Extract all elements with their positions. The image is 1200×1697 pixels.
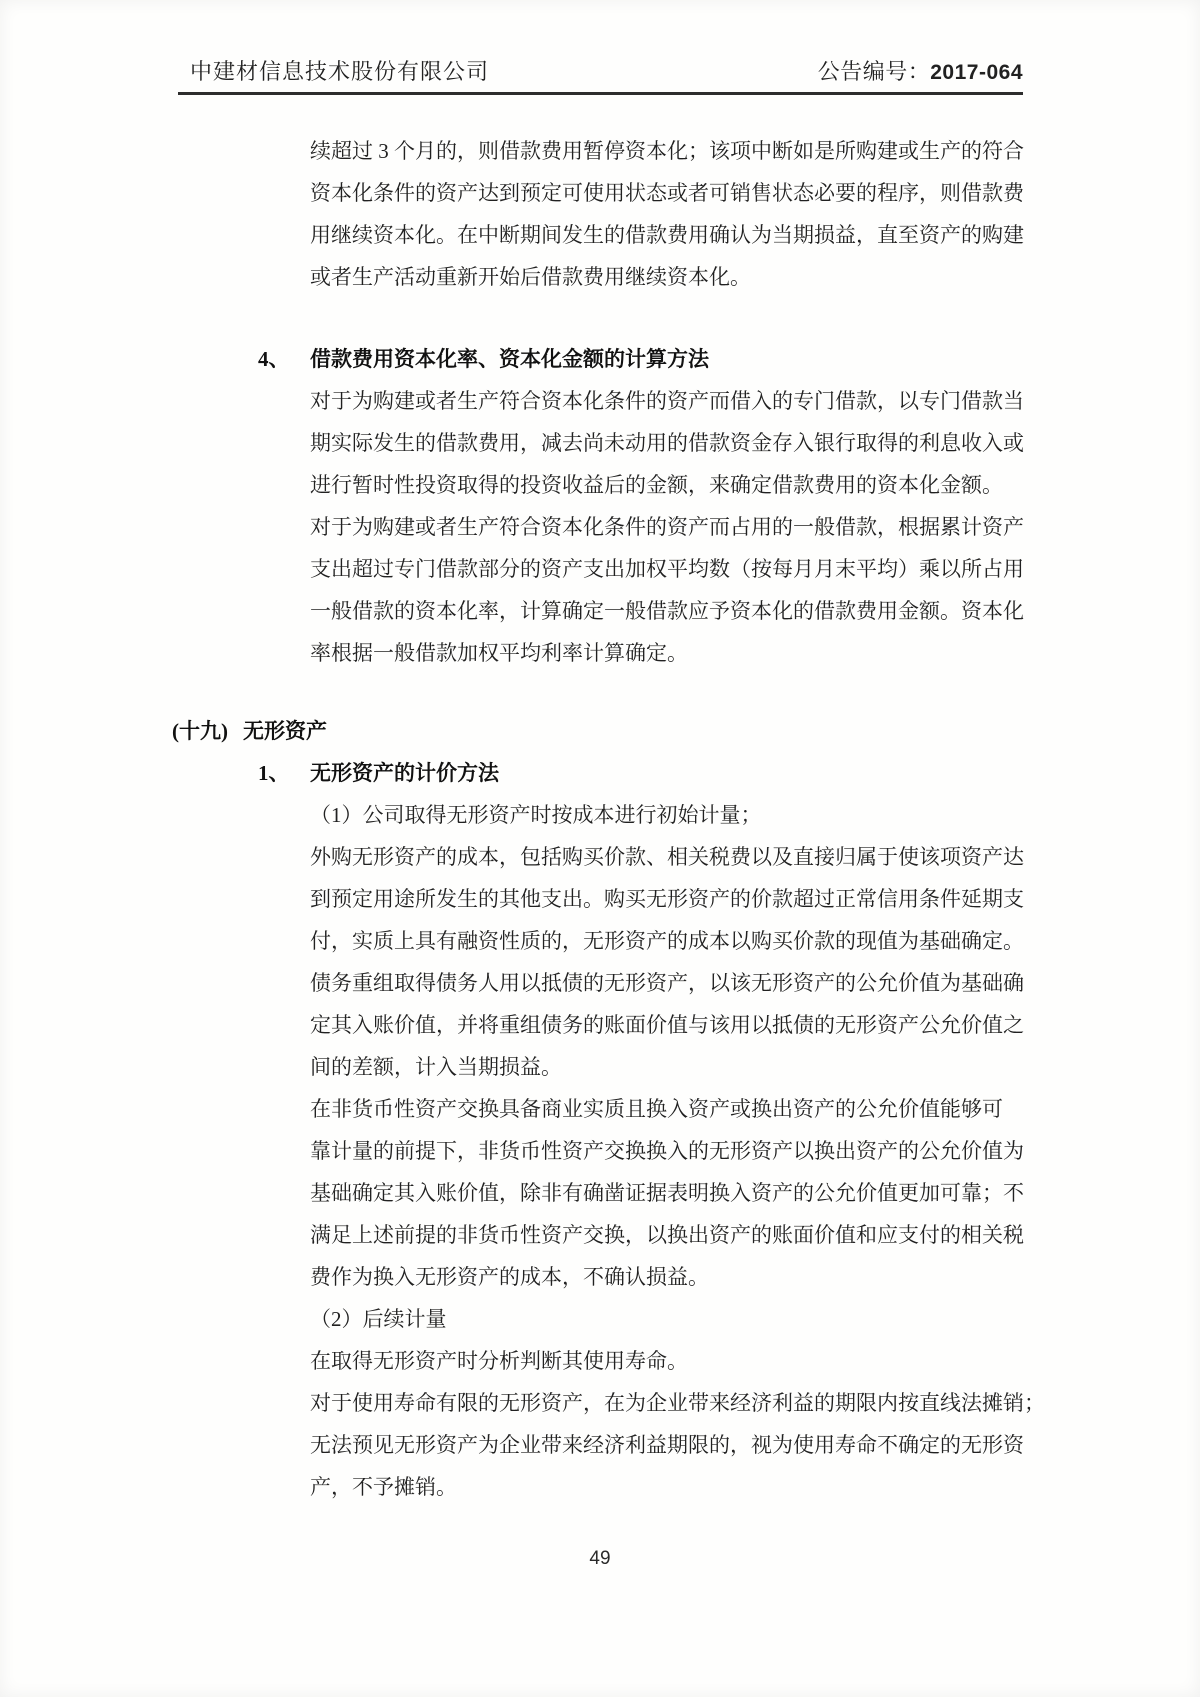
text-line: 一般借款的资本化率，计算确定一般借款应予资本化的借款费用金额。资本化 <box>310 599 1024 623</box>
text-line: 基础确定其入账价值，除非有确凿证据表明换入资产的公允价值更加可靠；不 <box>310 1181 1024 1205</box>
text-line: 在非货币性资产交换具备商业实质且换入资产或换出资产的公允价值能够可 <box>310 1097 1003 1121</box>
text-line: 对于为购建或者生产符合资本化条件的资产而借入的专门借款，以专门借款当 <box>310 389 1024 413</box>
text-line: 定其入账价值，并将重组债务的账面价值与该用以抵债的无形资产公允价值之 <box>310 1013 1024 1037</box>
text-line: 无法预见无形资产为企业带来经济利益期限的，视为使用寿命不确定的无形资 <box>310 1433 1024 1457</box>
text-line: 续超过 3 个月的，则借款费用暂停资本化；该项中断如是所购建或生产的符合 <box>310 139 1024 163</box>
text-line: 在取得无形资产时分析判断其使用寿命。 <box>310 1349 688 1373</box>
text-line: 间的差额，计入当期损益。 <box>310 1055 562 1079</box>
page-header <box>190 58 1023 87</box>
company-name: 中建材信息技术股份有限公司 <box>190 59 490 84</box>
text-line: 到预定用途所发生的其他支出。购买无形资产的价款超过正常信用条件延期支 <box>310 887 1024 911</box>
announcement-number-value: 2017-064 <box>930 61 1023 84</box>
text-line: 费作为换入无形资产的成本，不确认损益。 <box>310 1265 709 1289</box>
text-line: （2）后续计量 <box>310 1307 447 1331</box>
section4-paragraph <box>310 380 1024 674</box>
header-rule <box>178 92 1023 95</box>
text-line: （1）公司取得无形资产时按成本进行初始计量； <box>310 803 762 827</box>
intro-paragraph <box>310 130 1024 298</box>
text-line: 付，实质上具有融资性质的，无形资产的成本以购买价款的现值为基础确定。 <box>310 929 1024 953</box>
section4-number: 4、 <box>258 347 290 371</box>
section19-sub1-paragraph <box>310 794 1045 1508</box>
text-line: 进行暂时性投资取得的投资收益后的金额，来确定借款费用的资本化金额。 <box>310 473 1003 497</box>
section4-title: 借款费用资本化率、资本化金额的计算方法 <box>310 347 709 371</box>
section19-sub1-number: 1、 <box>258 761 290 785</box>
section19-number: (十九) <box>172 719 228 743</box>
text-line: 对于为购建或者生产符合资本化条件的资产而占用的一般借款，根据累计资产 <box>310 515 1024 539</box>
text-line: 对于使用寿命有限的无形资产，在为企业带来经济利益的期限内按直线法摊销； <box>310 1391 1045 1415</box>
text-line: 产，不予摊销。 <box>310 1475 457 1499</box>
text-line: 支出超过专门借款部分的资产支出加权平均数（按每月月末平均）乘以所占用 <box>310 557 1024 581</box>
announcement-number <box>818 58 1023 87</box>
section19-heading <box>172 710 1200 752</box>
text-line: 或者生产活动重新开始后借款费用继续资本化。 <box>310 265 751 289</box>
announcement-number-label: 公告编号： <box>817 59 931 84</box>
text-line: 满足上述前提的非货币性资产交换，以换出资产的账面价值和应支付的相关税 <box>310 1223 1024 1247</box>
text-line: 期实际发生的借款费用，减去尚未动用的借款资金存入银行取得的利息收入或 <box>310 431 1024 455</box>
section19-title: 无形资产 <box>243 719 327 743</box>
section4-heading <box>258 338 1200 380</box>
section19-sub1-heading <box>258 752 1200 794</box>
section19-sub1-title: 无形资产的计价方法 <box>310 761 499 785</box>
text-line: 靠计量的前提下，非货币性资产交换换入的无形资产以换出资产的公允价值为 <box>310 1139 1024 1163</box>
text-line: 率根据一般借款加权平均利率计算确定。 <box>310 641 688 665</box>
text-line: 用继续资本化。在中断期间发生的借款费用确认为当期损益，直至资产的购建 <box>310 223 1024 247</box>
text-line: 资本化条件的资产达到预定可使用状态或者可销售状态必要的程序，则借款费 <box>310 181 1024 205</box>
page-number: 49 <box>589 1548 611 1569</box>
text-line: 外购无形资产的成本，包括购买价款、相关税费以及直接归属于使该项资产达 <box>310 845 1024 869</box>
document-body <box>0 130 1200 1508</box>
text-line: 债务重组取得债务人用以抵债的无形资产，以该无形资产的公允价值为基础确 <box>310 971 1024 995</box>
